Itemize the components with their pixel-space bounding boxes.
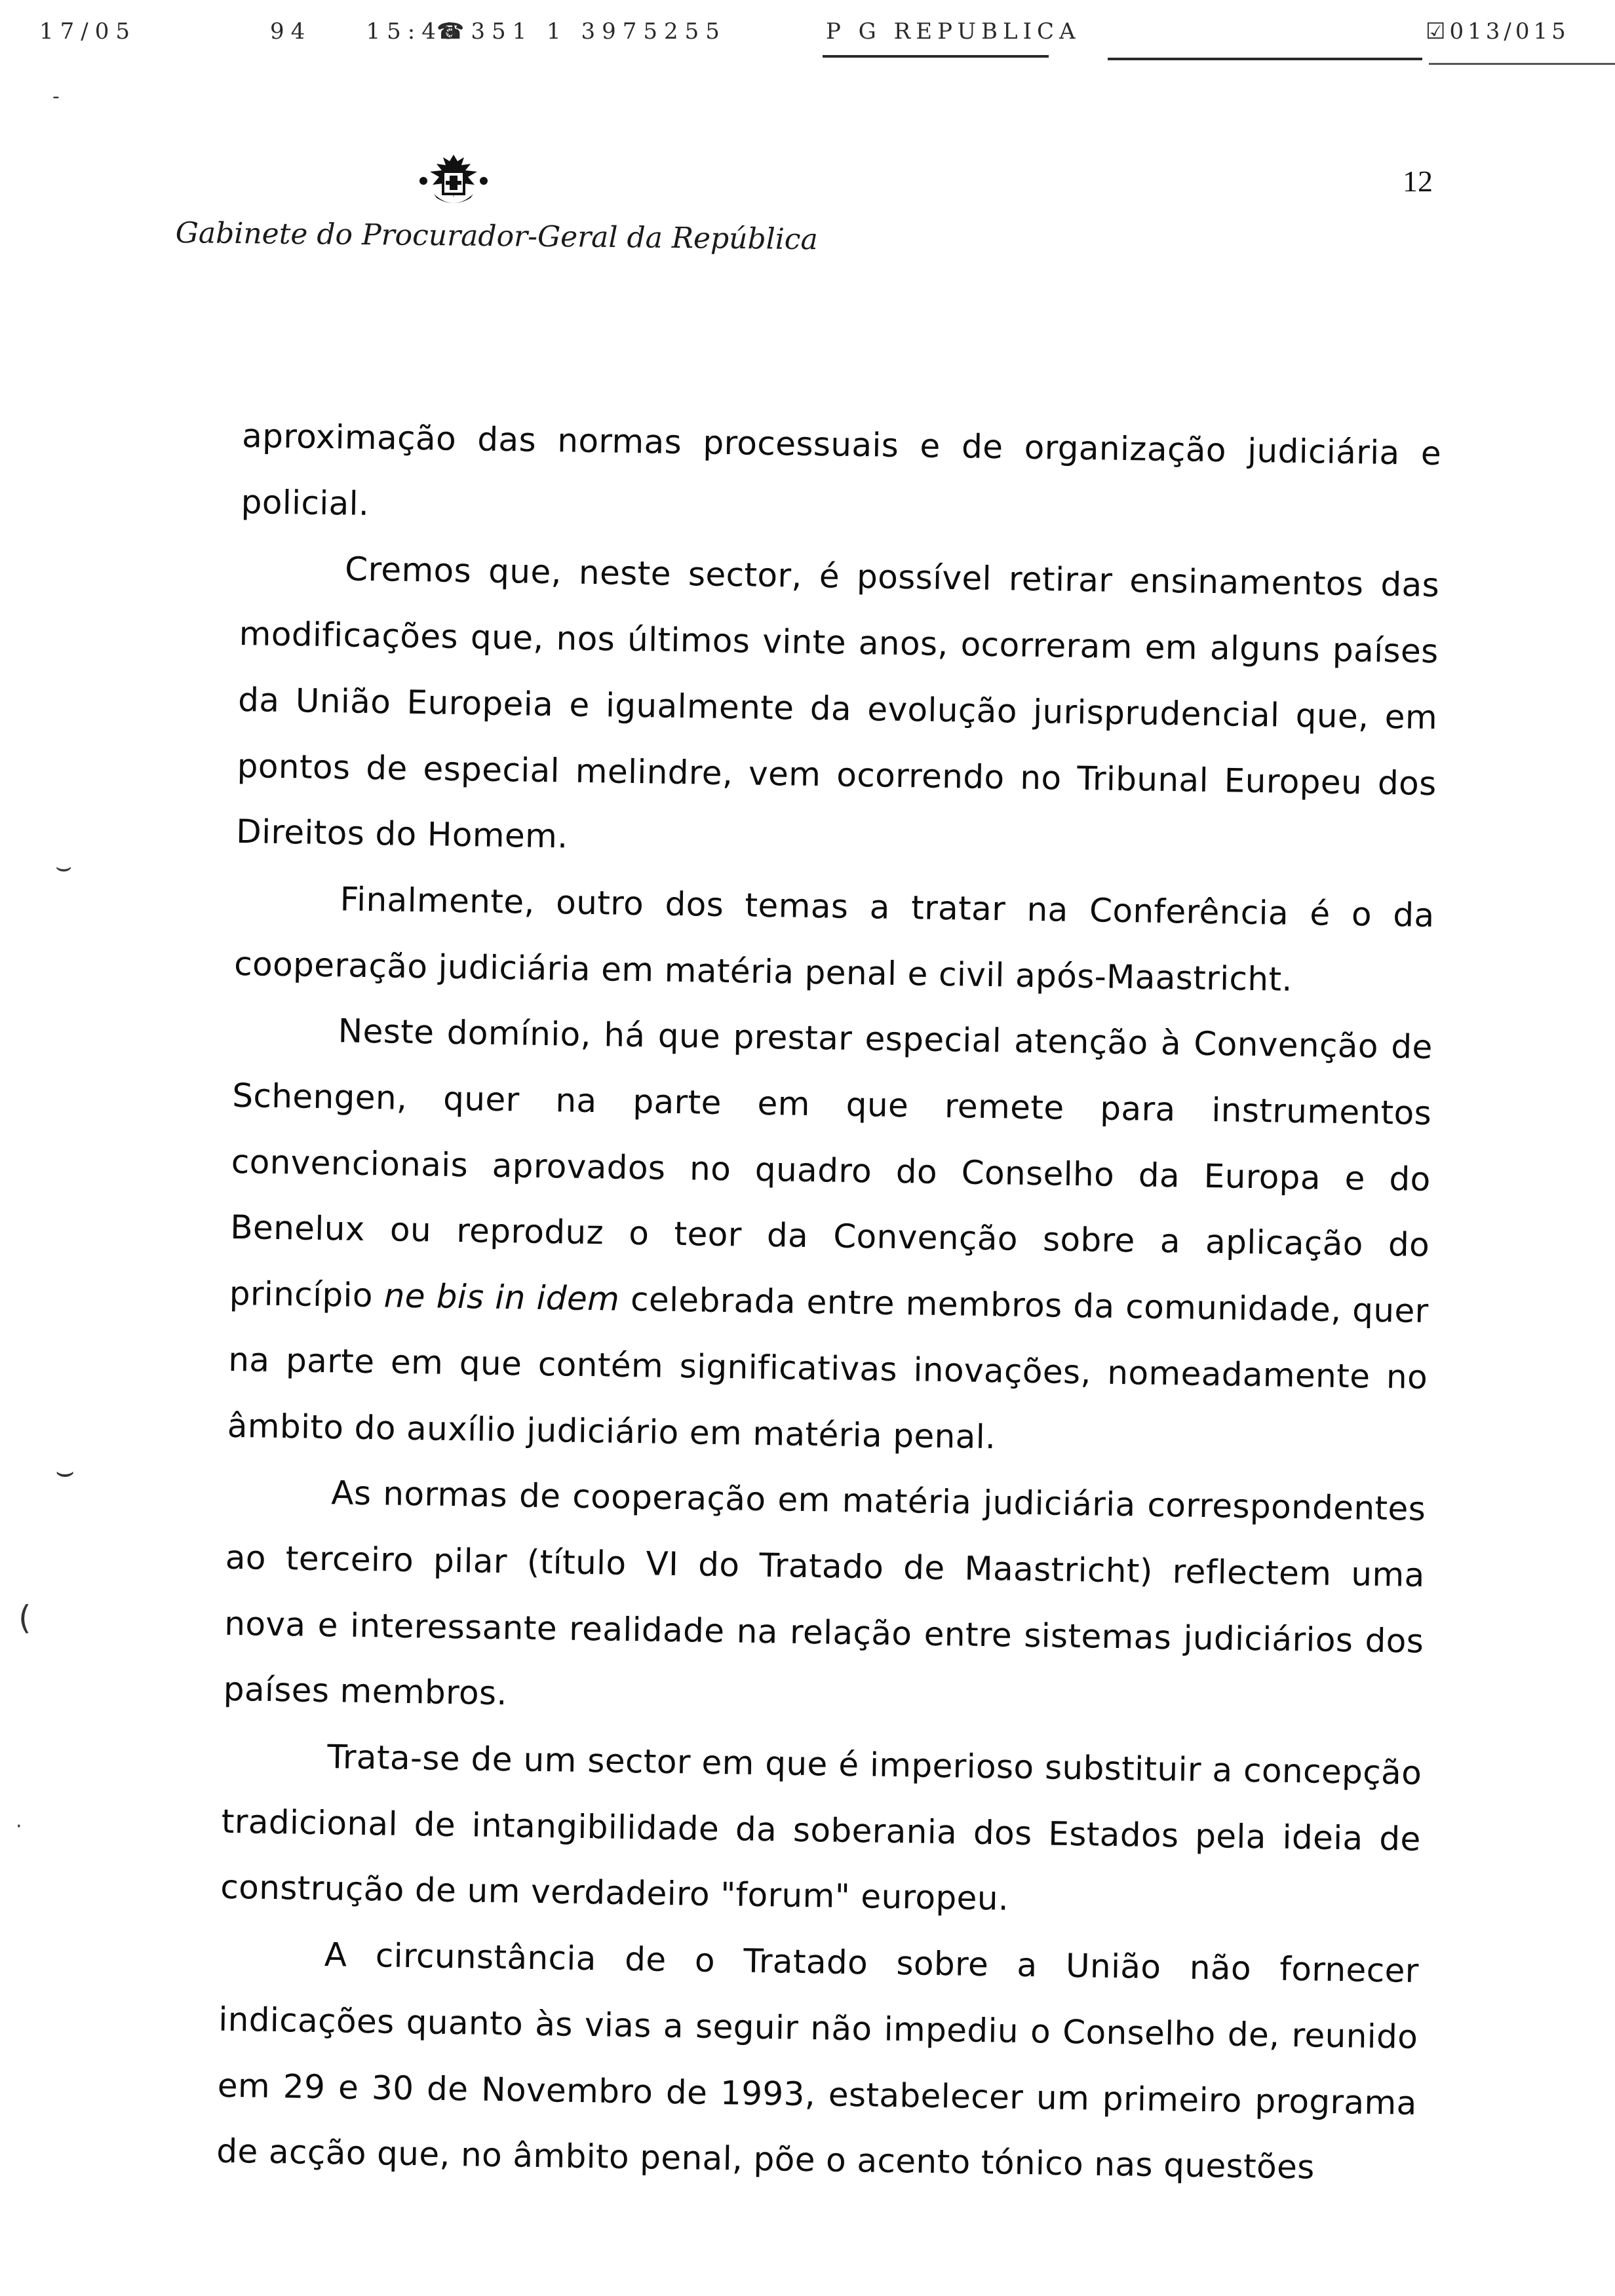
fax-header: [0, 18, 1615, 58]
office-name: Gabinete do Procurador-Geral da República: [175, 216, 818, 257]
paragraph-text: Neste domínio, há que prestar especial atenção à Convenção de Schengen, quer na parte em que remete para instrumentos convencionais aprovados no quadro do Conselho da Europa e do Benelux ou reproduz o teor da Convenção sobre a aplicação do princípio: [229, 1012, 1433, 1315]
paragraph: Finalmente, outro dos temas a tratar na Conferência é o da cooperação judiciária em matéria penal e civil após-Maastricht.: [233, 880, 1435, 999]
fax-header-rule: [1108, 58, 1422, 60]
paragraph: A circunstância de o Tratado sobre a União não fornecer indicações quanto às vias a seguir não impediu o Conselho de, reunido em 29 e 30 de Novembro de 1993, estabelecer um primeiro programa de acção que, no âmbito penal, põe o acento tónico nas questões: [216, 1936, 1420, 2187]
fax-page-counter: ☑013/015: [1426, 18, 1570, 45]
page-number: 12: [1403, 164, 1433, 198]
fax-sender: P G REPUBLICA: [826, 18, 1081, 45]
fax-sender-underline: [823, 55, 1049, 58]
fax-clock: 15:49: [366, 18, 463, 45]
margin-mark: (: [18, 1599, 31, 1637]
paragraph-continuation: aproximação das normas processuais e de organização judiciária e policial.: [241, 416, 1442, 523]
margin-mark: -: [52, 85, 60, 108]
paragraph-text: celebrada entre membros da comunidade, quer na parte em que contém significativas inovações, nomeadamente no âmbito do auxílio judiciário em matéria penal.: [227, 1280, 1430, 1456]
paragraph: As normas de cooperação em matéria judiciária correspondentes ao terceiro pilar (título VI do Tratado de Maastricht) reflectem uma nova e interessante realidade na relação entre sistemas judiciários dos países membros.: [223, 1474, 1426, 1713]
fax-date: 17/05: [39, 18, 136, 45]
fax-phone: ☎351 1 3975255: [437, 18, 726, 45]
latin-phrase: ne bis in idem: [383, 1276, 620, 1318]
document-body: [216, 403, 1442, 2202]
margin-mark: ⌣: [55, 852, 73, 882]
fax-header-rule-right: [1429, 63, 1615, 65]
paragraph: [227, 997, 1433, 1476]
paragraph: Trata-se de um sector em que é imperioso substituir a concepção tradicional de intangibilidade da soberania dos Estados pela ideia de construção de um verdadeiro "forum" europeu.: [220, 1738, 1422, 1919]
coat-of-arms-icon: [414, 152, 493, 211]
paragraph: Cremos que, neste sector, é possível retirar ensinamentos das modificações que, nos últimos vinte anos, ocorreram em alguns países da União Europeia e igualmente da evolução jurisprudencial que, em pontos de especial melindre, vem ocorrendo no Tribunal Europeu dos Direitos do Homem.: [235, 550, 1440, 856]
margin-mark: ⌣: [55, 1453, 75, 1489]
fax-time: [270, 18, 463, 45]
margin-mark: ·: [16, 1815, 22, 1838]
fax-year: 94: [270, 18, 312, 45]
